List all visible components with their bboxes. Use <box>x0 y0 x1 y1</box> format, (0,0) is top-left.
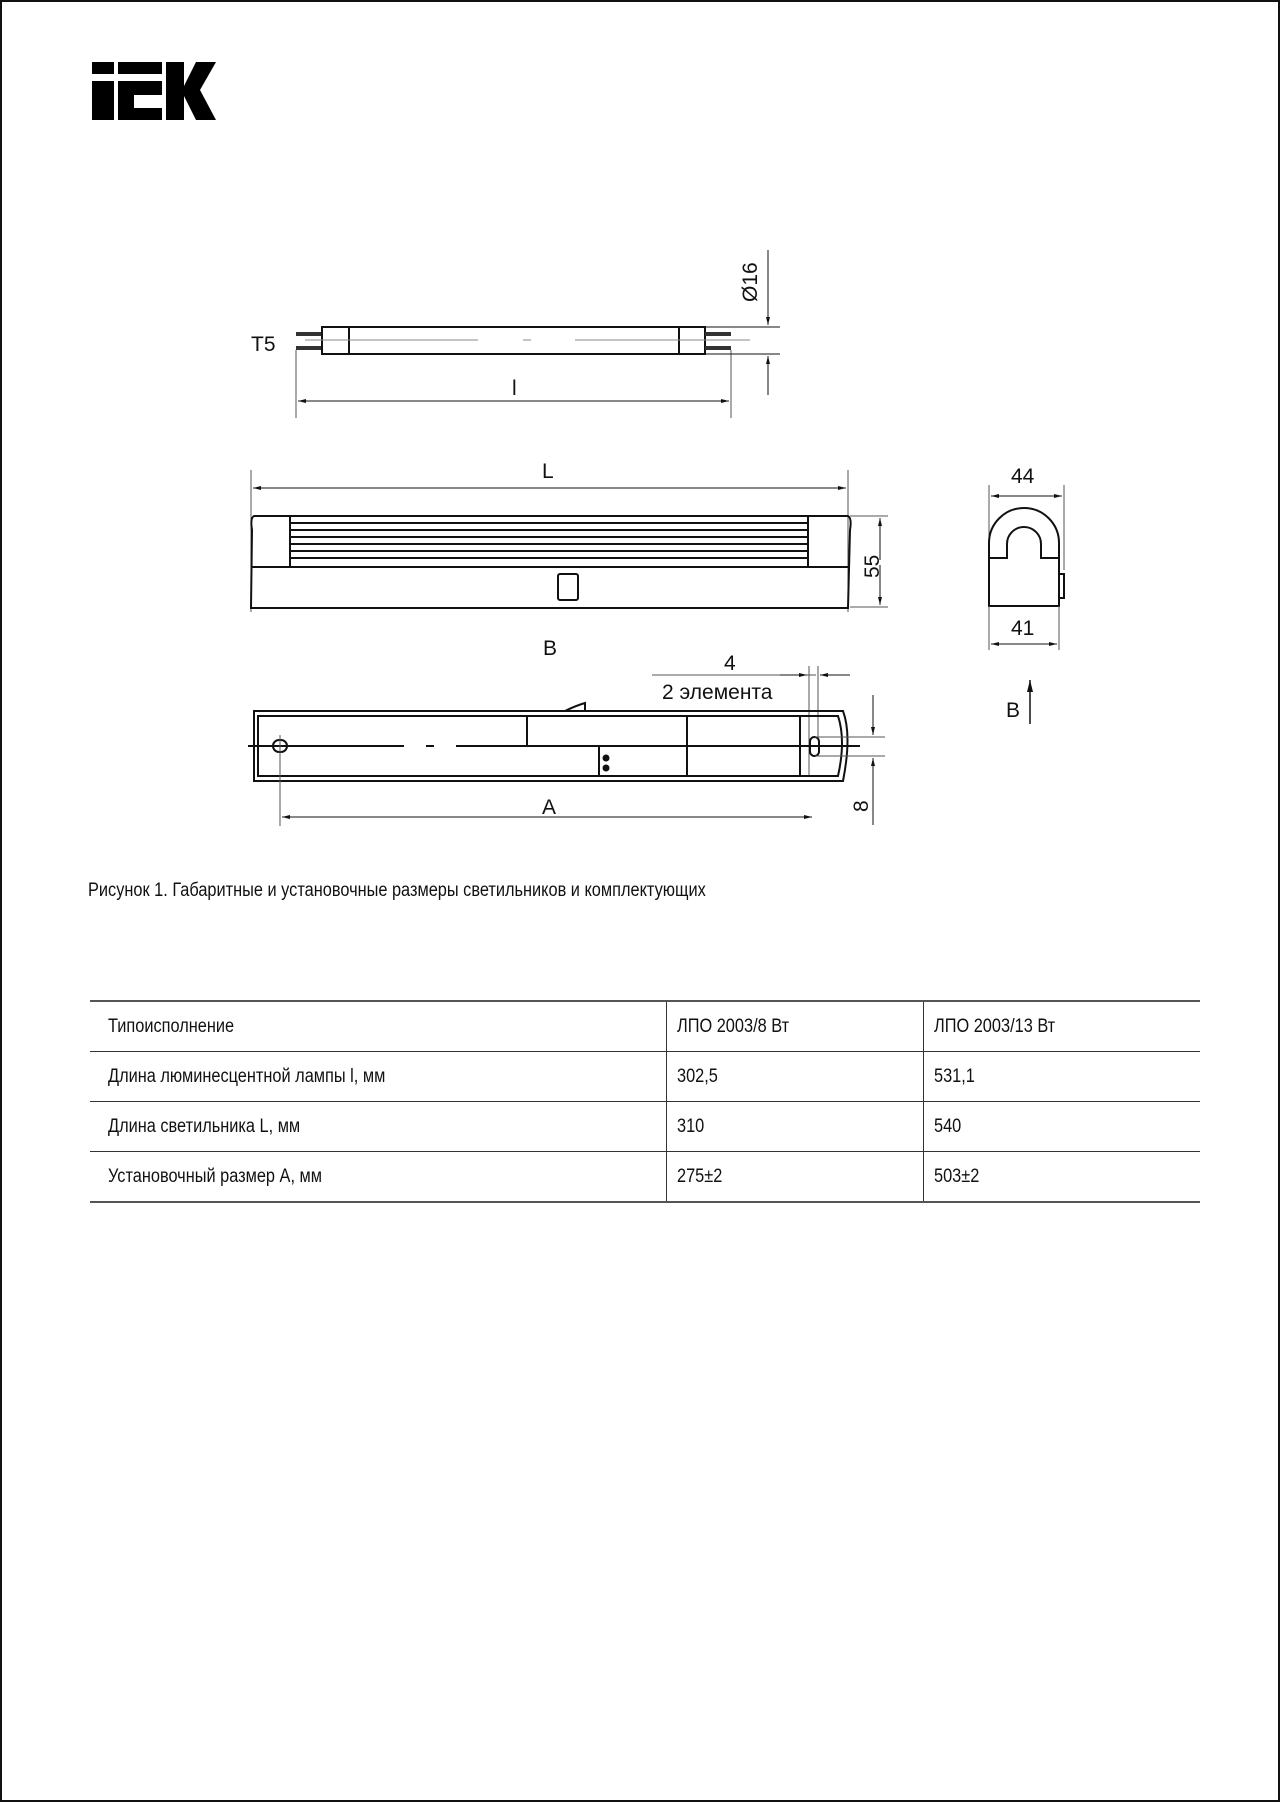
luminaire-height-label: 55 <box>861 554 884 578</box>
header-cell: ЛПО 2003/8 Вт <box>677 1015 790 1037</box>
header-cell: ЛПО 2003/13 Вт <box>934 1015 1056 1037</box>
cell-value: 275±2 <box>677 1165 723 1187</box>
side-top-width-label: 44 <box>1011 465 1035 488</box>
row-label: Длина люминесцентной лампы l, мм <box>108 1065 386 1087</box>
table-row <box>90 1052 1200 1102</box>
lamp-type-label: T5 <box>251 333 276 356</box>
header-cell: Типоисполнение <box>108 1015 235 1037</box>
lamp-diameter-label: Ø16 <box>739 262 762 302</box>
slot-width-label: 4 <box>724 652 736 675</box>
side-bottom-width-label: 41 <box>1011 617 1035 640</box>
luminaire-length-label: L <box>542 460 554 483</box>
lamp-drawing <box>251 250 780 418</box>
view-b-arrow-label: B <box>1006 699 1021 722</box>
table-row <box>90 1152 1200 1203</box>
cell-value: 302,5 <box>677 1065 718 1087</box>
technical-drawing <box>0 0 1280 860</box>
row-label: Установочный размер A, мм <box>108 1165 323 1187</box>
cell-value: 503±2 <box>934 1165 980 1187</box>
cell-value: 531,1 <box>934 1065 975 1087</box>
luminaire-bottom-view <box>248 637 885 826</box>
lamp-length-label: l <box>512 377 517 400</box>
row-label: Длина светильника L, мм <box>108 1115 301 1137</box>
figure-caption: Рисунок 1. Габаритные и установочные размеры светильников и комплектующих <box>88 880 706 901</box>
luminaire-side-view <box>989 465 1064 724</box>
luminaire-front-view <box>251 460 888 612</box>
cell-value: 310 <box>677 1115 705 1137</box>
cell-value: 540 <box>934 1115 962 1137</box>
switch-icon <box>558 574 578 600</box>
spec-table <box>90 1000 1200 1203</box>
table-row <box>90 1102 1200 1152</box>
bottom-view-label: B <box>543 637 558 660</box>
slot-height-label: 8 <box>850 800 873 812</box>
mount-distance-label: A <box>542 796 557 819</box>
slot-count-label: 2 элемента <box>662 681 773 704</box>
table-header-row <box>90 1001 1200 1052</box>
